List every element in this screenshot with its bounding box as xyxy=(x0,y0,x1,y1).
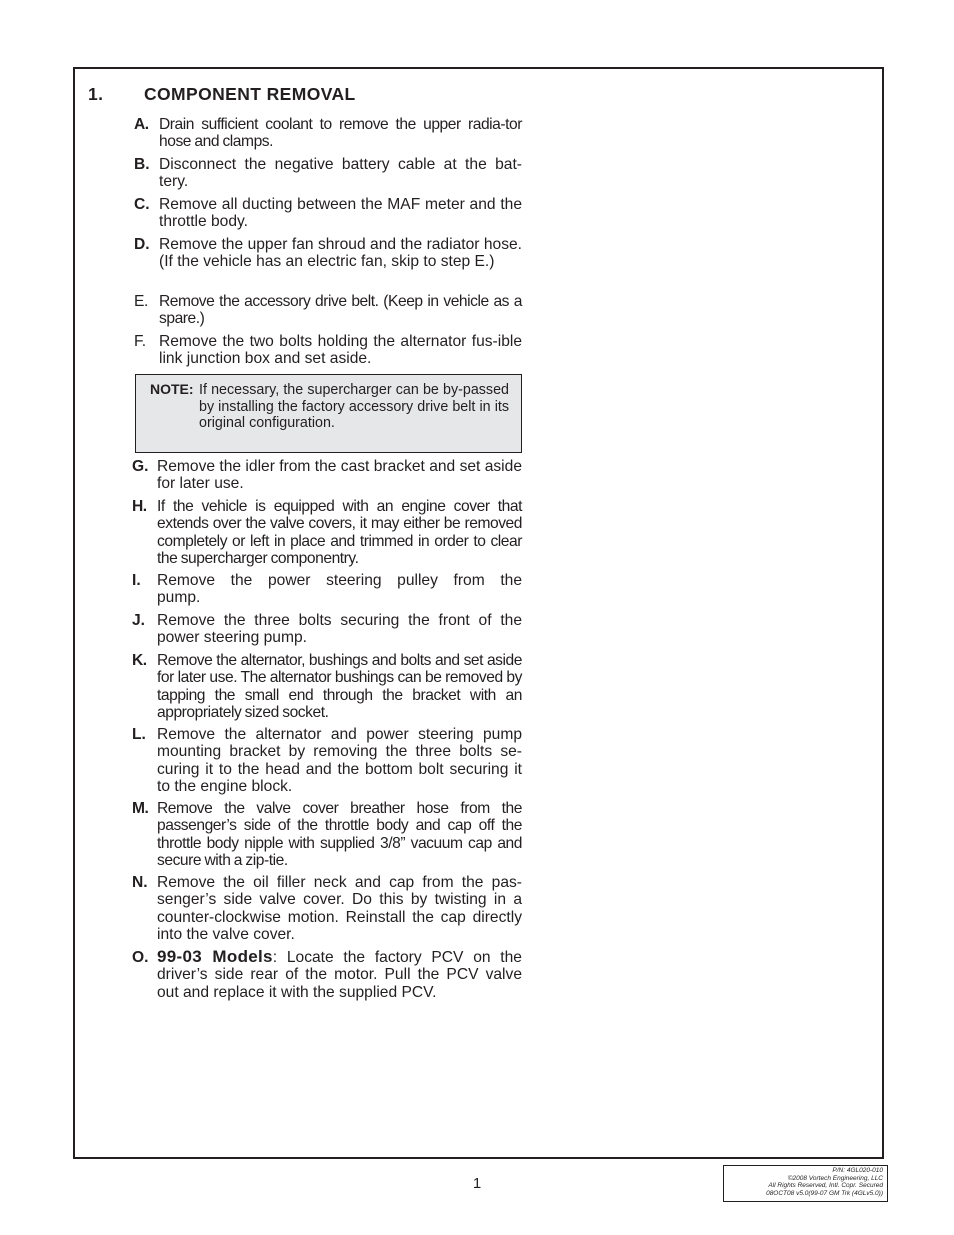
step-label: K. xyxy=(132,652,147,669)
step-text: Remove the alternator, bushings and bolts and set aside for later use. The alternator bushings can be removed by tapping the small end through the bracket with an appropriately sized socket. xyxy=(157,652,522,721)
step-b xyxy=(134,156,522,191)
step-text: Remove the power steering pulley from the pump. xyxy=(157,572,522,607)
version: 08OCT08 v5.0(99-07 GM Trk (4GLv5.0)) xyxy=(766,1189,883,1197)
step-label: F. xyxy=(134,333,147,350)
step-label: H. xyxy=(132,498,147,515)
step-h xyxy=(132,498,522,567)
step-text: Drain sufficient coolant to remove the upper radia-tor hose and clamps. xyxy=(159,116,522,151)
step-o xyxy=(132,947,522,1001)
step-k xyxy=(132,652,522,721)
step-label: L. xyxy=(132,726,146,743)
step-c xyxy=(134,196,522,231)
step-label: A. xyxy=(134,116,149,133)
part-number: P/N: 4GL020-010 xyxy=(832,1167,883,1174)
section-title: COMPONENT REMOVAL xyxy=(144,84,356,104)
step-n xyxy=(132,874,522,943)
step-text: Remove the idler from the cast bracket and set aside for later use. xyxy=(157,458,522,493)
step-text: Remove the oil filler neck and cap from the pas-senger’s side valve cover. Do this by twisting in a counter-clockwise motion. Reinstall the cap directly into the valve cover. xyxy=(157,874,522,943)
step-text: Remove the upper fan shroud and the radiator hose. (If the vehicle has an electric fan, skip to step E.) xyxy=(159,236,522,271)
note-label: NOTE: xyxy=(150,381,194,397)
step-label: D. xyxy=(134,236,150,253)
step-text: Remove the valve cover breather hose from the passenger’s side of the throttle body and cap off the throttle body nipple with supplied 3/8” vacuum cap and secure with a zip-tie. xyxy=(157,800,522,869)
note-text: If necessary, the supercharger can be by-passed by installing the factory accessory drive belt in its original configuration. xyxy=(199,382,509,431)
step-text: Remove the two bolts holding the alternator fus-ible link junction box and set aside. xyxy=(159,333,522,368)
step-label: I. xyxy=(132,572,141,589)
step-l xyxy=(132,726,522,795)
part-number-box xyxy=(723,1165,888,1202)
step-a xyxy=(134,116,522,151)
section-number: 1. xyxy=(88,84,104,104)
copyright: ©2008 Vortech Engineering, LLC xyxy=(787,1174,883,1182)
section-heading xyxy=(88,84,356,105)
step-text: Remove all ducting between the MAF meter and the throttle body. xyxy=(159,196,522,231)
step-g xyxy=(132,458,522,493)
step-label: J. xyxy=(132,612,146,629)
models-heading: 99-03 Models xyxy=(157,947,273,966)
step-text: If the vehicle is equipped with an engine cover that extends over the valve covers, it may either be removed completely or left in place and trimmed in order to clear the supercharger componentry. xyxy=(157,498,522,567)
step-label: B. xyxy=(134,156,150,173)
step-text: Disconnect the negative battery cable at the bat-tery. xyxy=(159,156,522,191)
step-text: Remove the alternator and power steering pump mounting bracket by removing the three bolts se-curing it to the head and the bottom bolt securing it to the engine block. xyxy=(157,726,522,795)
step-label: O. xyxy=(132,949,149,966)
step-f xyxy=(134,333,522,368)
step-m xyxy=(132,800,522,869)
step-text: Remove the three bolts securing the front of the power steering pump. xyxy=(157,612,522,647)
page-number: 1 xyxy=(472,1175,482,1192)
note-box xyxy=(135,374,522,453)
step-d xyxy=(134,236,522,271)
step-label: G. xyxy=(132,458,149,475)
step-text-body: : Locate the factory PCV on the driver’s side rear of the motor. Pull the PCV valve out and replace it with the supplied PCV. xyxy=(157,949,522,1001)
step-label: N. xyxy=(132,874,148,891)
step-i xyxy=(132,572,522,607)
rights: All Rights Reserved, Intl. Copr. Secured xyxy=(768,1182,883,1190)
step-text xyxy=(157,948,522,1001)
step-label: M. xyxy=(132,800,149,817)
step-j xyxy=(132,612,522,647)
step-label: C. xyxy=(134,196,150,213)
step-e xyxy=(134,293,522,328)
step-text: Remove the accessory drive belt. (Keep in vehicle as a spare.) xyxy=(159,293,522,328)
step-label: E. xyxy=(134,293,148,310)
